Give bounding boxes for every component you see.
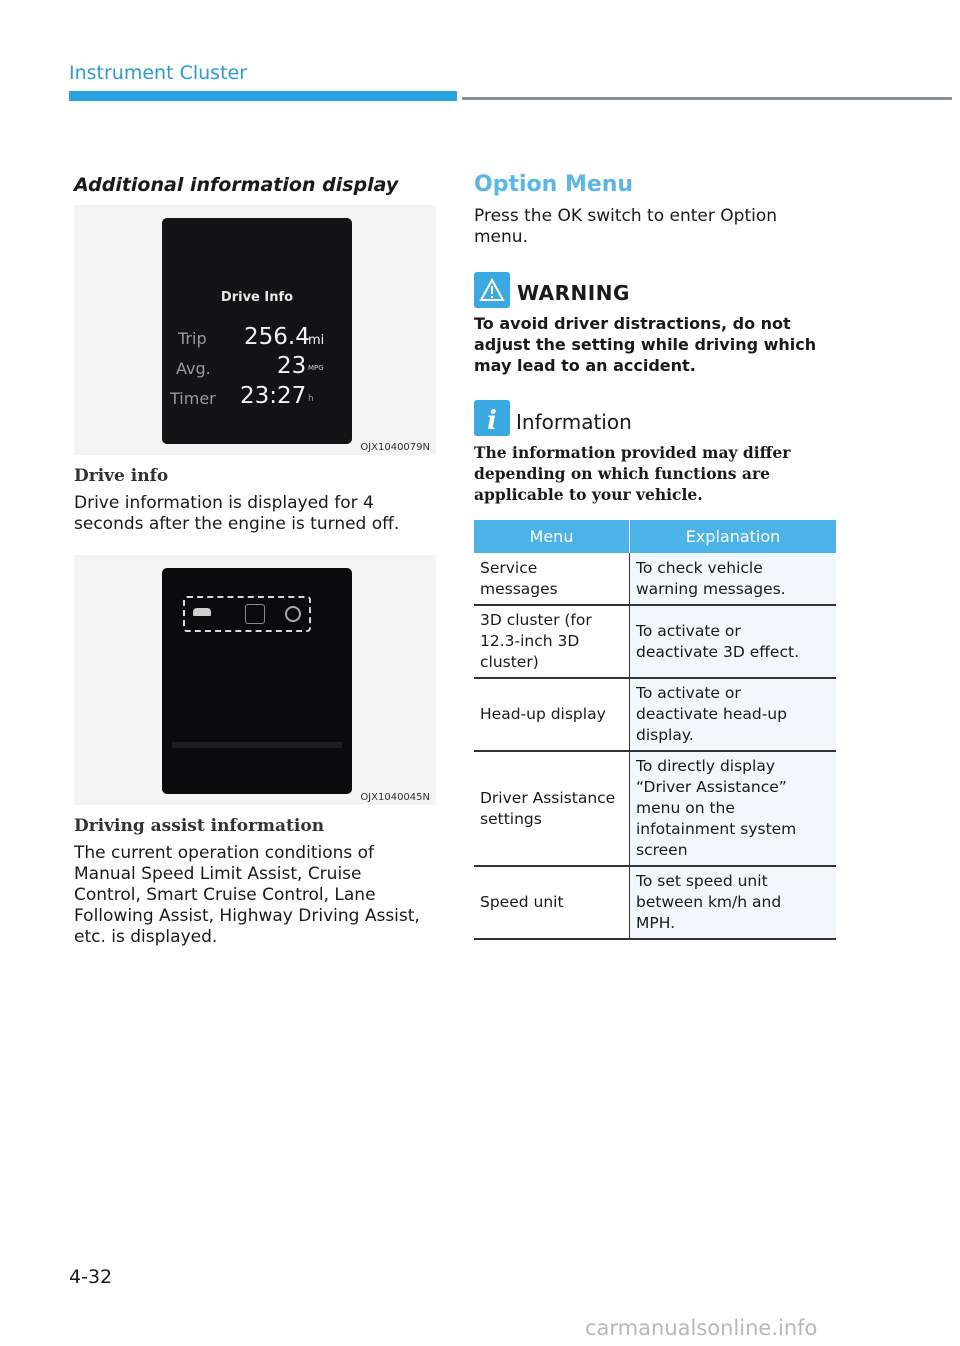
drive-info-body	[74, 493, 399, 535]
option-menu-title: Option Menu	[474, 172, 634, 197]
cell-line: screen	[636, 841, 688, 859]
intro-line: menu.	[474, 227, 528, 247]
warning-line: adjust the setting while driving which	[474, 335, 817, 354]
info-line: depending on which functions are	[474, 464, 770, 483]
table-row	[474, 678, 836, 751]
cell-line: warning messages.	[636, 579, 786, 598]
info-icon	[474, 400, 510, 436]
cell-line: To set speed unit	[636, 872, 768, 890]
option-menu-intro	[474, 206, 777, 248]
info-text	[474, 442, 790, 505]
explanation-cell	[630, 866, 837, 939]
warning-line: To avoid driver distractions, do not	[474, 314, 791, 333]
table-row	[474, 866, 836, 939]
explanation-column-header: Explanation	[630, 520, 837, 553]
explanation-cell	[630, 678, 837, 751]
cell-line: infotainment system	[636, 820, 797, 838]
trip-unit: mi	[308, 333, 325, 348]
menu-column-header: Menu	[474, 520, 630, 553]
avg-value: 23	[277, 353, 307, 379]
steering-icon	[285, 606, 301, 622]
cell-line: deactivate 3D effect.	[636, 642, 799, 661]
assist-line: Following Assist, Highway Driving Assist,	[74, 906, 420, 926]
warning-label: WARNING	[517, 281, 630, 305]
cell-line: To activate or	[636, 621, 741, 640]
driving-assist-body	[74, 843, 420, 948]
warning-icon	[474, 272, 510, 308]
additional-info-heading: Additional information display	[74, 174, 399, 196]
figure-code: OJX1040079N	[360, 442, 430, 453]
timer-label: Timer	[170, 389, 216, 408]
svg-text:i: i	[487, 406, 497, 436]
cell-line: To check vehicle	[636, 558, 763, 577]
watermark: carmanualsonline.info	[585, 1316, 818, 1340]
dim-gauge-bar	[172, 742, 342, 748]
assist-line: Control, Smart Cruise Control, Lane	[74, 885, 376, 905]
table-row	[474, 605, 836, 678]
trip-value: 256.4	[244, 324, 310, 350]
table-header-row	[474, 520, 836, 553]
table-row	[474, 751, 836, 866]
menu-cell	[474, 605, 630, 678]
car-icon	[193, 608, 211, 616]
trip-label: Trip	[178, 329, 207, 348]
avg-unit: MPG	[308, 364, 324, 372]
info-line: The information provided may differ	[474, 443, 791, 462]
explanation-cell	[630, 553, 837, 605]
cell-line: between km/h and	[636, 893, 782, 911]
assist-line: The current operation conditions of	[74, 843, 375, 863]
drive-info-heading: Drive info	[74, 466, 169, 486]
option-menu-table	[474, 520, 836, 940]
explanation-cell	[630, 751, 837, 866]
cell-line: Driver Assistance	[480, 788, 616, 807]
section-title: Instrument Cluster	[69, 62, 248, 84]
cell-line: menu on the	[636, 799, 735, 817]
cell-line: To directly display	[636, 757, 776, 775]
drive-info-line: Drive information is displayed for 4	[74, 493, 374, 513]
timer-unit: h	[308, 394, 314, 404]
assist-line: etc. is displayed.	[74, 927, 218, 947]
cell-line: display.	[636, 726, 694, 744]
cell-line: cluster)	[480, 653, 539, 671]
cell-line: “Driver Assistance”	[636, 778, 787, 796]
cluster-screen	[162, 218, 352, 444]
cluster-screen-dark	[162, 568, 352, 794]
drive-info-figure	[74, 205, 436, 455]
figure-code: OJX1040045N	[360, 792, 430, 803]
driving-assist-heading: Driving assist information	[74, 816, 325, 836]
explanation-cell	[630, 605, 837, 678]
warning-line: may lead to an accident.	[474, 356, 696, 375]
cell-line: Speed unit	[480, 893, 564, 911]
header-rule-gray	[462, 97, 952, 100]
page-number: 4-32	[69, 1266, 113, 1288]
menu-cell	[474, 751, 630, 866]
avg-label: Avg.	[176, 359, 211, 378]
assist-highlight-frame	[183, 596, 311, 632]
menu-cell	[474, 866, 630, 939]
timer-value: 23:27	[240, 383, 307, 409]
cell-line: settings	[480, 809, 542, 828]
info-line: applicable to your vehicle.	[474, 485, 703, 504]
screen-title: Drive Info	[220, 290, 294, 305]
cell-line: Service	[480, 558, 538, 577]
assist-line: Manual Speed Limit Assist, Cruise	[74, 864, 362, 884]
cell-line: 3D cluster (for	[480, 611, 592, 629]
warning-text	[474, 313, 816, 376]
cell-line: To activate or	[636, 684, 741, 702]
cell-line: deactivate head-up	[636, 705, 787, 723]
cell-line: messages	[480, 579, 558, 598]
menu-cell	[474, 678, 630, 751]
cell-line: 12.3-inch 3D	[480, 632, 580, 650]
table-row	[474, 553, 836, 605]
intro-line: Press the OK switch to enter Option	[474, 206, 778, 226]
header-rule-blue	[69, 91, 457, 101]
driving-assist-figure	[74, 555, 436, 805]
menu-cell	[474, 553, 630, 605]
cell-line: MPH.	[636, 914, 676, 932]
info-label: Information	[516, 410, 632, 434]
drive-info-line: seconds after the engine is turned off.	[74, 514, 400, 534]
cell-line: Head-up display	[480, 705, 606, 723]
speed-limit-icon	[245, 604, 265, 624]
